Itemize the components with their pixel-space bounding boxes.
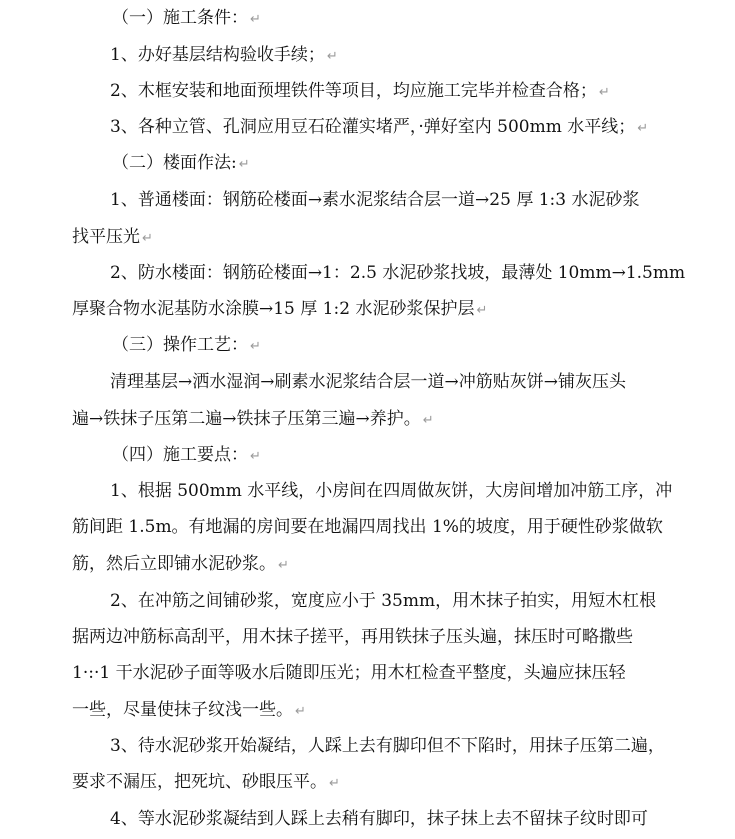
text-line: 要求不漏压，把死坑、砂眼压平。	[72, 772, 327, 792]
text-line: 4、等水泥砂浆凝结到人踩上去稍有脚印，抹子抹上去不留抹子纹时即可	[110, 809, 648, 829]
paragraph-line	[72, 770, 340, 794]
paragraph-mark-icon: ↵	[250, 449, 261, 464]
paragraph-line	[110, 479, 672, 503]
text-line: 一些，尽量使抹子纹浅一些。	[72, 700, 293, 720]
paragraph-line	[72, 225, 153, 249]
text-line: （二）楼面作法:	[112, 153, 237, 173]
paragraph-line	[110, 261, 685, 285]
text-line: 据两边冲筋标高刮平，用木抹子搓平，再用铁抹子压头遍，抹压时可略撒些	[72, 627, 633, 647]
paragraph-mark-icon: ↵	[476, 303, 488, 318]
paragraph-mark-icon: ↵	[238, 157, 250, 172]
paragraph-line	[110, 43, 338, 67]
paragraph-mark-icon: ↵	[295, 704, 306, 719]
text-line: 3、各种立管、孔洞应用豆石砼灌实堵严，·弹好室内 500mm 水平线；	[110, 117, 636, 137]
paragraph-line	[72, 698, 306, 722]
paragraph-mark-icon: ↵	[598, 85, 610, 100]
text-line: （四）施工要点：	[112, 445, 248, 465]
text-line: 厚聚合物水泥基防水涂膜→15 厚 1:2 水泥砂浆保护层	[72, 299, 475, 319]
paragraph-mark-icon: ↵	[329, 776, 340, 791]
text-line: （三）操作工艺：	[112, 335, 248, 355]
paragraph-line	[72, 407, 434, 431]
text-line: 筋间距 1.5m。有地漏的房间要在地漏四周找出 1%的坡度，用于硬性砂浆做软	[72, 517, 663, 537]
text-line: 3、待水泥砂浆开始凝结，人踩上去有脚印但不下陷时，用抹子压第二遍，	[110, 736, 665, 756]
paragraph-mark-icon: ↵	[142, 231, 153, 246]
text-line: 2、木框安装和地面预埋铁件等项目，均应施工完毕并检查合格；	[110, 81, 597, 101]
text-line: 1、办好基层结构验收手续；	[110, 45, 325, 65]
paragraph-line	[72, 661, 626, 685]
section-heading	[112, 443, 261, 467]
paragraph-line	[110, 370, 626, 394]
text-line: 1·:·1 干水泥砂子面等吸水后随即压光；用木杠检查平整度，头遍应抹压轻	[72, 663, 626, 683]
paragraph-line	[110, 79, 610, 103]
paragraph-line	[110, 188, 640, 212]
paragraph-line	[110, 115, 648, 139]
paragraph-mark-icon: ↵	[637, 121, 649, 136]
paragraph-mark-icon: ↵	[326, 49, 338, 64]
text-line: 1、根据 500mm 水平线，小房间在四周做灰饼，大房间增加冲筋工序，冲	[110, 481, 673, 501]
section-heading	[112, 151, 250, 175]
paragraph-line	[72, 625, 633, 649]
paragraph-line	[72, 297, 487, 321]
section-heading	[112, 6, 261, 30]
text-line: 2、防水楼面：钢筋砼楼面→1：2.5 水泥砂浆找坡，最薄处 10mm→1.5mm	[110, 263, 686, 283]
paragraph-mark-icon: ↵	[422, 413, 434, 428]
text-line: 遍→铁抹子压第二遍→铁抹子压第三遍→养护。	[72, 409, 421, 429]
paragraph-mark-icon: ↵	[250, 339, 261, 354]
text-line: 筋，然后立即铺水泥砂浆。	[72, 554, 276, 574]
paragraph-line	[110, 734, 665, 758]
paragraph-mark-icon: ↵	[250, 12, 261, 27]
paragraph-line	[72, 552, 289, 576]
text-line: 找平压光	[72, 227, 140, 247]
text-line: 1、普通楼面：钢筋砼楼面→素水泥浆结合层一道→25 厚 1:3 水泥砂浆	[110, 190, 640, 210]
paragraph-line	[72, 515, 663, 539]
paragraph-line	[110, 589, 656, 613]
text-line: （一）施工条件：	[112, 8, 248, 28]
paragraph-mark-icon: ↵	[278, 558, 289, 573]
paragraph-line	[110, 807, 648, 831]
section-heading	[112, 333, 261, 357]
text-line: 2、在冲筋之间铺砂浆，宽度应小于 35mm，用木抹子拍实，用短木杠根	[110, 591, 657, 611]
text-line: 清理基层→洒水湿润→刷素水泥浆结合层一道→冲筋贴灰饼→铺灰压头	[110, 372, 626, 392]
